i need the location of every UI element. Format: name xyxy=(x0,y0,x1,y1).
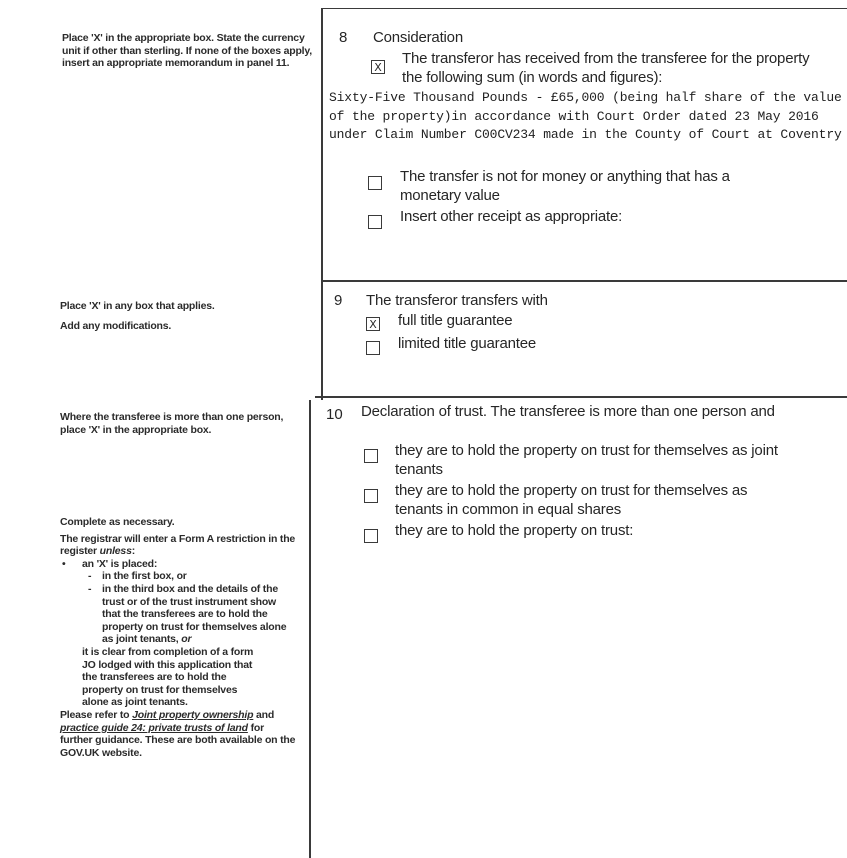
joint-tenants-checkbox[interactable] xyxy=(364,449,378,463)
consideration-note xyxy=(62,32,312,70)
consideration-received-statement: The transferor has received from the transferee for the property the following sum (in words and figures): xyxy=(402,50,810,86)
limited-title-guarantee-checkbox[interactable] xyxy=(366,341,380,355)
section-9-number: 9 xyxy=(334,292,343,309)
not-for-money-label: The transfer is not for money or anything that has a monetary value xyxy=(400,168,730,204)
guarantee-note-line-2: Add any modifications. xyxy=(60,319,172,332)
full-title-guarantee-label: full title guarantee xyxy=(398,312,513,329)
consideration-received-checkbox[interactable] xyxy=(371,60,385,74)
tenants-in-common-checkbox[interactable] xyxy=(364,489,378,503)
panel-left-border xyxy=(321,8,323,400)
section-8-title: Consideration xyxy=(373,29,463,46)
bullet-sub-2 xyxy=(60,583,296,646)
registrar-note-prefix: The registrar will enter a Form A restriction in the register xyxy=(60,532,296,558)
trust-note xyxy=(60,411,300,436)
section-9-title: The transferor transfers with xyxy=(366,292,548,309)
trust-note-text: Where the transferee is more than one person, place 'X' in the appropriate box. xyxy=(60,411,284,436)
checkbox-mark: X xyxy=(374,60,382,74)
refer-prefix: Please refer to xyxy=(60,708,133,721)
panel-left-border-lower xyxy=(309,400,311,858)
other-receipt-label: Insert other receipt as appropriate: xyxy=(400,208,623,225)
registrar-note xyxy=(60,533,296,558)
not-for-money-checkbox[interactable] xyxy=(368,176,382,190)
practice-guide-24-link[interactable]: practice guide 24: private trusts of land xyxy=(60,721,248,734)
clear-note: it is clear from completion of a form JO lodged with this application that the transferees are to hold the property on trust for themselves alone as joint tenants. xyxy=(82,645,254,709)
registrar-note-suffix: : xyxy=(131,545,136,558)
tenants-in-common-label: they are to hold the property on trust for themselves as tenants in common in equal shares xyxy=(395,482,748,518)
refer-and: and xyxy=(253,708,275,721)
bullet-dash: - xyxy=(88,582,92,595)
bullet-sub-1 xyxy=(60,570,296,583)
divider-8-9 xyxy=(321,280,847,282)
refer-suffix: for further guidance. These are both available on the GOV.UK website. xyxy=(60,721,296,759)
bullet-main xyxy=(60,558,296,571)
panel-top-border xyxy=(321,8,847,9)
bullet-dash: - xyxy=(88,570,92,583)
other-receipt-checkbox[interactable] xyxy=(368,215,382,229)
bullet-sub-2-text: in the third box and the details of the trust or of the trust instrument show that the transferees are to hold the property on trust for themselves alone as joint tenants, xyxy=(102,582,287,646)
bullet-dot: • xyxy=(62,557,66,570)
section-8-number: 8 xyxy=(339,29,348,46)
complete-note-title: Complete as necessary. xyxy=(60,516,175,528)
consideration-amount-text: Sixty-Five Thousand Pounds - £65,000 (being half share of the value of the property)in accordance with Court Order dated 23 May 2016 under Claim Number C00CV234 made in the County of Court at Coventry xyxy=(329,90,842,143)
hold-on-trust-checkbox[interactable] xyxy=(364,529,378,543)
limited-title-guarantee-label: limited title guarantee xyxy=(398,335,536,352)
consideration-note-text: Place 'X' in the appropriate box. State the currency unit if other than sterling. If none of the boxes apply, insert an appropriate memorandum in panel 11. xyxy=(62,32,312,70)
section-10-title: Declaration of trust. The transferee is more than one person and xyxy=(361,403,775,420)
bullet-sub-1-text: in the first box, or xyxy=(102,570,187,583)
divider-9-10 xyxy=(315,396,847,398)
bullet-sub-2-or: or xyxy=(181,633,192,646)
complete-note xyxy=(60,516,296,759)
registrar-note-unless: unless xyxy=(99,545,132,558)
bullet-main-text: an 'X' is placed: xyxy=(82,557,158,570)
guarantee-note xyxy=(60,300,310,332)
section-10-number: 10 xyxy=(326,406,343,423)
hold-on-trust-label: they are to hold the property on trust: xyxy=(395,522,634,539)
full-title-guarantee-checkbox[interactable] xyxy=(366,317,380,331)
joint-property-ownership-link[interactable]: Joint property ownership xyxy=(132,708,254,721)
checkbox-mark: X xyxy=(369,317,377,331)
joint-tenants-label: they are to hold the property on trust for themselves as joint tenants xyxy=(395,442,778,478)
guarantee-note-line-1: Place 'X' in any box that applies. xyxy=(60,300,215,312)
refer-note xyxy=(60,709,296,759)
